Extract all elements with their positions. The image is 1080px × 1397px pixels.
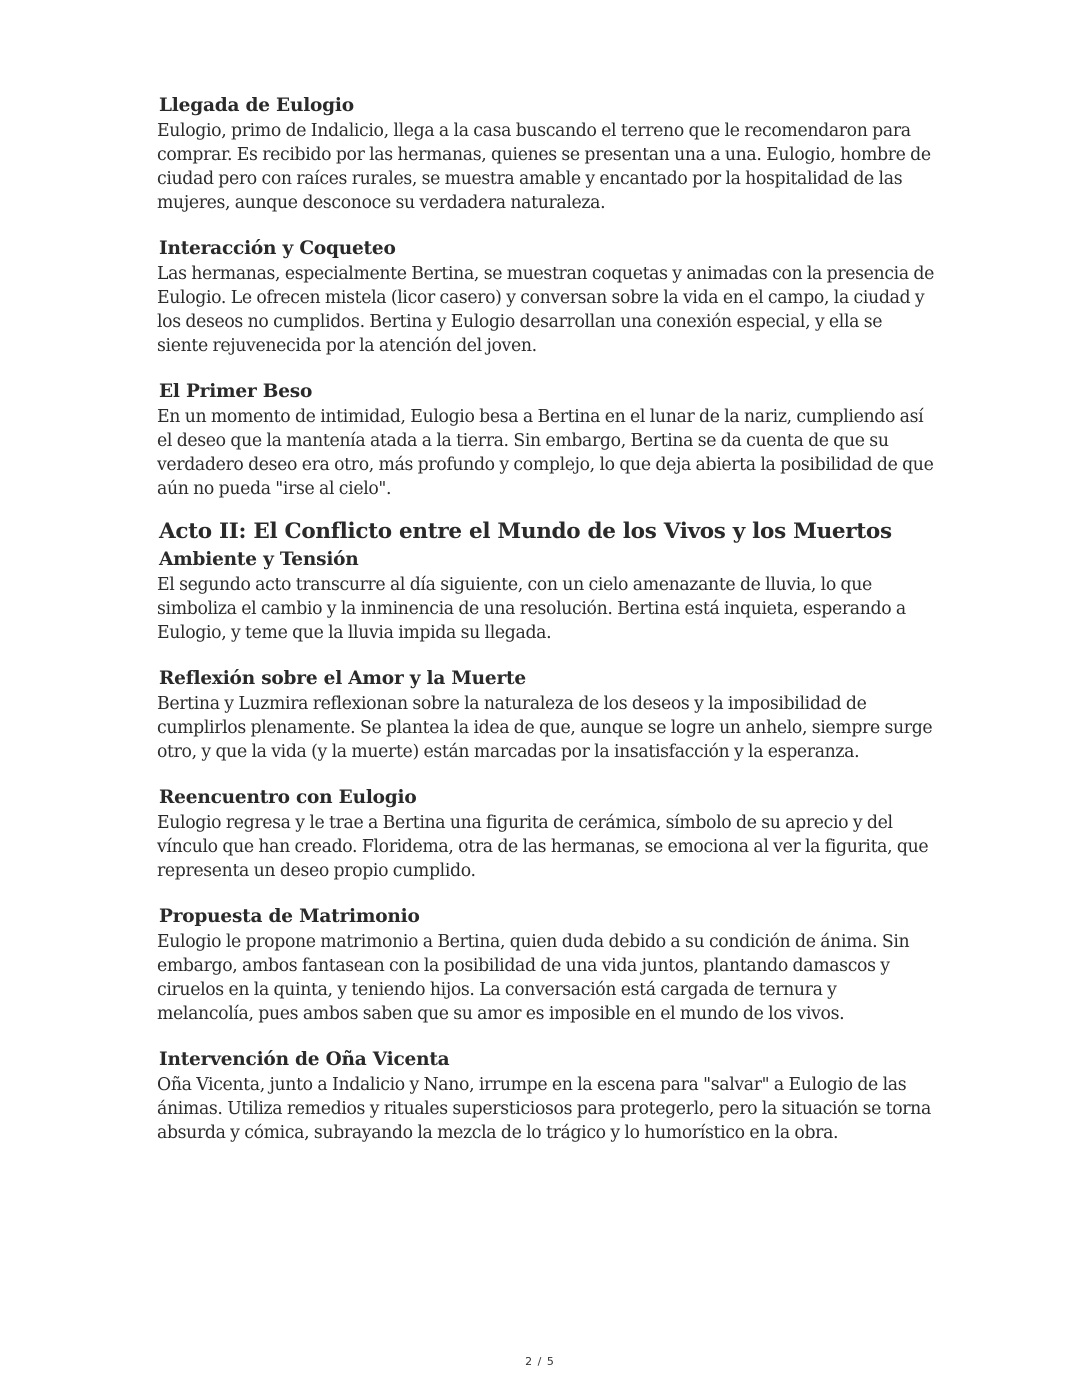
document-page xyxy=(157,93,937,1166)
section-reflexion-amor-muerte xyxy=(157,666,937,764)
section-propuesta-de-matrimonio xyxy=(157,904,937,1026)
section-heading: El Primer Beso xyxy=(159,381,313,402)
section-heading: Propuesta de Matrimonio xyxy=(159,906,420,927)
section-ambiente-y-tension xyxy=(157,547,937,645)
section-heading: Interacción y Coqueteo xyxy=(159,238,396,259)
section-body: Eulogio, primo de Indalicio, llega a la casa buscando el terreno que le recomendaron para comprar. Es recibido por las hermanas, quienes se presentan una a una. Eulogio, hombre de ciudad pero con raíces rurales, se muestra amable y encantado por la hospitalidad de las mujeres, aunque desconoce su verdadera naturaleza. xyxy=(157,121,931,213)
section-heading: Reencuentro con Eulogio xyxy=(159,787,417,808)
section-body: Bertina y Luzmira reflexionan sobre la naturaleza de los deseos y la imposibilidad de cumplirlos plenamente. Se plantea la idea de que, aunque se logre un anhelo, siempre surge otro, y que la vida (y la muerte) están marcadas por la insatisfacción y la esperanza. xyxy=(157,694,933,762)
section-el-primer-beso xyxy=(157,379,937,501)
section-llegada-de-eulogio xyxy=(157,93,937,215)
section-interaccion-y-coqueteo xyxy=(157,236,937,358)
section-body: Las hermanas, especialmente Bertina, se muestran coquetas y animadas con la presencia de Eulogio. Le ofrecen mistela (licor casero) y conversan sobre la vida en el campo, la ciudad y los deseos no cumplidos. Bertina y Eulogio desarrollan una conexión especial, y ella se siente rejuvenecida por la atención del joven. xyxy=(157,264,935,356)
section-reencuentro-con-eulogio xyxy=(157,785,937,883)
act-title: Acto II: El Conflicto entre el Mundo de los Vivos y los Muertos xyxy=(159,519,892,544)
section-heading: Llegada de Eulogio xyxy=(159,95,354,116)
section-heading: Intervención de Oña Vicenta xyxy=(159,1049,450,1070)
section-heading: Ambiente y Tensión xyxy=(159,549,359,570)
section-body: Eulogio le propone matrimonio a Bertina, quien duda debido a su condición de ánima. Sin embargo, ambos fantasean con la posibilidad de una vida juntos, plantando damascos y ciruelos en la quinta, y teniendo hijos. La conversación está cargada de ternura y melancolía, pues ambos saben que su amor es imposible en el mundo de los vivos. xyxy=(157,932,910,1024)
section-body: Oña Vicenta, junto a Indalicio y Nano, irrumpe en la escena para "salvar" a Eulogio de las ánimas. Utiliza remedios y rituales supersticiosos para protegerlo, pero la situación se torna absurda y cómica, subrayando la mezcla de lo trágico y lo humorístico en la obra. xyxy=(157,1075,931,1143)
page-indicator: 2 / 5 xyxy=(525,1355,555,1368)
section-body: El segundo acto transcurre al día siguiente, con un cielo amenazante de lluvia, lo que simboliza el cambio y la inminencia de una resolución. Bertina está inquieta, esperando a Eulogio, y teme que la lluvia impida su llegada. xyxy=(157,575,906,643)
section-body: Eulogio regresa y le trae a Bertina una figurita de cerámica, símbolo de su aprecio y del vínculo que han creado. Floridema, otra de las hermanas, se emociona al ver la figurita, que representa un deseo propio cumplido. xyxy=(157,813,929,881)
section-heading: Reflexión sobre el Amor y la Muerte xyxy=(159,668,526,689)
section-intervencion-ona-vicenta xyxy=(157,1047,937,1145)
section-body: En un momento de intimidad, Eulogio besa a Bertina en el lunar de la nariz, cumpliendo así el deseo que la mantenía atada a la tierra. Sin embargo, Bertina se da cuenta de que su verdadero deseo era otro, más profundo y complejo, lo que deja abierta la posibilidad de que aún no pueda "irse al cielo". xyxy=(157,407,934,499)
